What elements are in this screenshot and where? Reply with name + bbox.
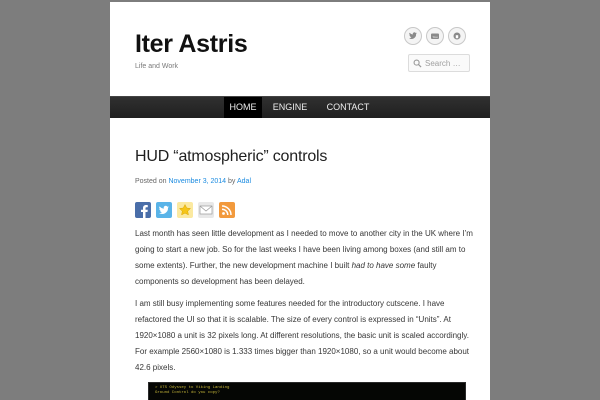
youtube-icon[interactable] bbox=[426, 27, 444, 45]
github-icon[interactable] bbox=[448, 27, 466, 45]
twitter-share-icon[interactable] bbox=[156, 202, 172, 218]
post-date-link[interactable]: November 3, 2014 bbox=[168, 178, 227, 185]
search-input[interactable] bbox=[425, 56, 469, 70]
nav-home[interactable]: HOME bbox=[224, 97, 262, 118]
paragraph-1-emphasis: had to have some bbox=[351, 261, 416, 270]
nav-engine[interactable]: ENGINE bbox=[272, 102, 308, 112]
screenshot-line-2: Ground Control do you copy? bbox=[155, 391, 220, 395]
embedded-game-screenshot[interactable] bbox=[148, 382, 466, 400]
post-title[interactable]: HUD “atmospheric” controls bbox=[135, 148, 328, 165]
screenshot-line-1: > UTS Odyssey to Viking Landing bbox=[155, 386, 230, 390]
search-field[interactable] bbox=[408, 54, 470, 72]
favorite-star-icon[interactable] bbox=[177, 202, 193, 218]
search-icon bbox=[413, 59, 422, 68]
screenshot-caption bbox=[155, 386, 229, 396]
post-paragraph-2: I am still busy implementing some features needed for the introductory cutscene. I have refactored the UI so that it is scalable. The size of every control is expressed in “Units”. At 1920×1080 a unit is 32 pixels long. At different resolutions, the basic unit is scaled accordingly. For example 2560×1080 is 1.333 times bigger than 1920×1080, so a unit would become about 42.6 pixels. bbox=[135, 299, 470, 372]
site-title[interactable]: Iter Astris bbox=[135, 30, 248, 58]
rss-icon[interactable] bbox=[219, 202, 235, 218]
facebook-icon[interactable] bbox=[135, 202, 151, 218]
author-link[interactable]: Adal bbox=[237, 178, 252, 185]
email-icon[interactable] bbox=[198, 202, 214, 218]
site-description: Life and Work bbox=[135, 63, 179, 70]
main-navigation bbox=[110, 96, 490, 118]
post-meta bbox=[135, 178, 251, 185]
svg-text:You: You bbox=[432, 35, 438, 39]
paragraph-1-text-b: faulty components so development has been delayed. bbox=[135, 261, 437, 286]
twitter-icon[interactable] bbox=[404, 27, 422, 45]
by-label: by bbox=[228, 178, 236, 185]
posted-on-label: Posted on bbox=[135, 178, 167, 185]
post-paragraph-1 bbox=[135, 226, 480, 290]
page-container bbox=[110, 2, 490, 400]
nav-contact[interactable]: CONTACT bbox=[326, 102, 370, 112]
paragraph-1-text-a: Last month has seen little development as I needed to move to another city in the UK where I’m going to start a new job. So for the last weeks I have been living among boxes (and still am to some extents). Further, the new development machine I built bbox=[135, 229, 473, 270]
